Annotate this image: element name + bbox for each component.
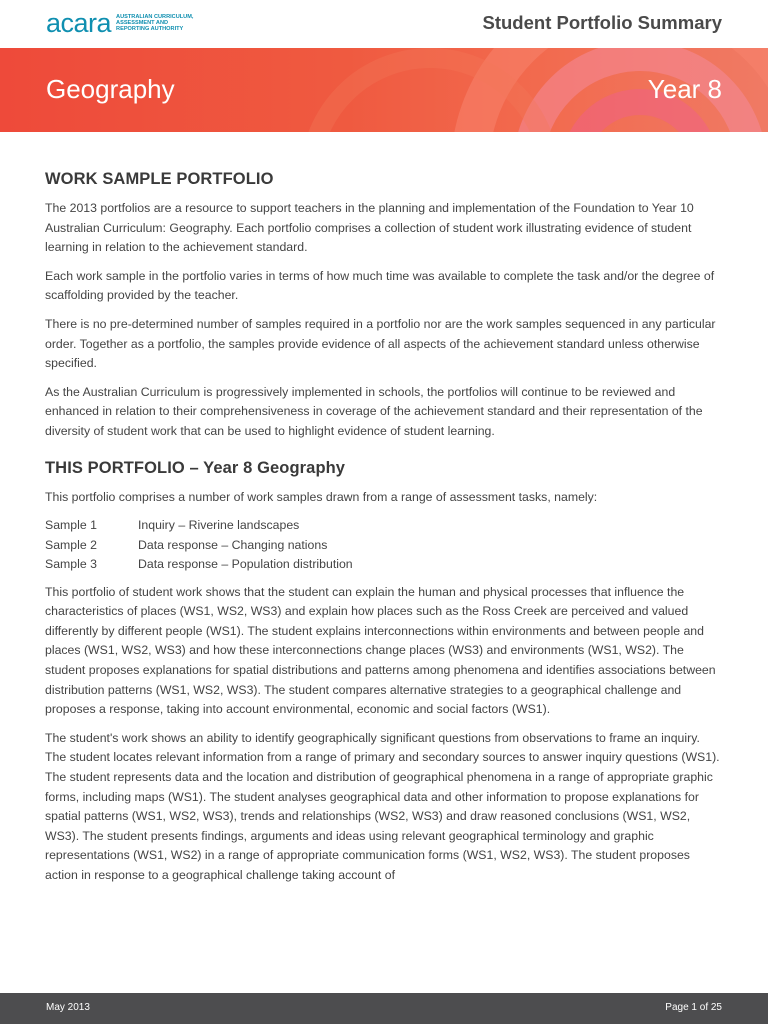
sample-row <box>45 555 723 575</box>
sample-row <box>45 516 723 536</box>
paragraph: There is no pre-determined number of samples required in a portfolio nor are the work samples sequenced in any particular order. Together as a portfolio, the samples provide evidence of all aspects of the achievement standard unless otherwise specified. <box>45 316 716 371</box>
page-footer <box>0 993 768 1024</box>
acara-logo <box>46 9 193 37</box>
logo-tagline-line-3: REPORTING AUTHORITY <box>116 26 184 33</box>
sample-description: Data response – Population distribution <box>138 557 353 572</box>
section-heading-work-sample-portfolio: WORK SAMPLE PORTFOLIO <box>45 170 274 188</box>
logo-wordmark: acara <box>46 8 112 38</box>
main-content <box>45 170 723 886</box>
sample-list <box>45 516 723 575</box>
sample-id: Sample 1 <box>45 518 97 533</box>
portfolio-intro: This portfolio comprises a number of work samples drawn from a range of assessment tasks, namely: <box>45 489 598 504</box>
paragraph: The 2013 portfolios are a resource to support teachers in the planning and implementation of the Foundation to Year 10 Australian Curriculum: Geography. Each portfolio comprises a collection of student work illustrating evidence of student learning in relation to the achievement standard. <box>45 201 694 255</box>
section-heading-this-portfolio: THIS PORTFOLIO – Year 8 Geography <box>45 458 346 477</box>
logo-tagline-line-2: ASSESSMENT AND <box>116 19 169 26</box>
banner-year: Year 8 <box>647 74 722 104</box>
sample-row <box>45 536 723 556</box>
footer-date: May 2013 <box>46 1002 90 1013</box>
logo-tagline <box>116 14 193 33</box>
page-number: Page 1 of 25 <box>665 1002 722 1013</box>
banner-subject: Geography <box>46 74 175 104</box>
document-title: Student Portfolio Summary <box>482 12 722 33</box>
subject-banner <box>0 48 768 132</box>
sample-id: Sample 3 <box>45 557 97 572</box>
paragraph: The student's work shows an ability to identify geographically significant questions from observations to frame an inquiry. The student locates relevant information from a range of primary and secondary sources to answer inquiry questions (WS1). The student represents data and the location and distribution of geographical phenomena in a range of appropriate graphic forms, including maps (WS1). The student analyses geographical data and other information to propose explanations for spatial patterns (WS1, WS2, WS3), trends and relationships (WS2, WS3) and draw reasoned conclusions (WS1, WS2, WS3). The student presents findings, arguments and ideas using relevant geographical terminology and graphic representations (WS1, WS2) in a range of appropriate communication forms (WS1, WS2, WS3). The student proposes action in response to a geographical challenge taking account of <box>45 730 720 882</box>
sample-description: Data response – Changing nations <box>138 537 328 552</box>
sample-description: Inquiry – Riverine landscapes <box>138 518 300 533</box>
paragraph: This portfolio of student work shows that the student can explain the human and physical processes that influence the characteristics of places (WS1, WS2, WS3) and explain how places such as the Ross Creek are perceived and valued differently by different people (WS1). The student explains interconnections within environments and between people and places (WS1, WS2, WS3) and how these interconnections change places (WS3) and environments (WS1, WS2). The student proposes explanations for spatial distributions and patterns among phenomena and identifies associations between distribution patterns (WS1, WS2, WS3). The student compares alternative strategies to a geographical challenge and proposes a response, taking into account environmental, economic and social factors (WS1). <box>45 584 716 717</box>
paragraph: As the Australian Curriculum is progressively implemented in schools, the portfolios will continue to be reviewed and enhanced in relation to their comprehensiveness in coverage of the achievement standard and their representation of the diversity of student work that can be used to highlight evidence of student learning. <box>45 384 703 438</box>
logo-tagline-line-1: AUSTRALIAN CURRICULUM, <box>116 13 194 20</box>
sample-id: Sample 2 <box>45 537 97 552</box>
paragraph: Each work sample in the portfolio varies in terms of how much time was available to complete the task and/or the degree of scaffolding provided by the teacher. <box>45 268 715 303</box>
page-header <box>0 0 768 48</box>
